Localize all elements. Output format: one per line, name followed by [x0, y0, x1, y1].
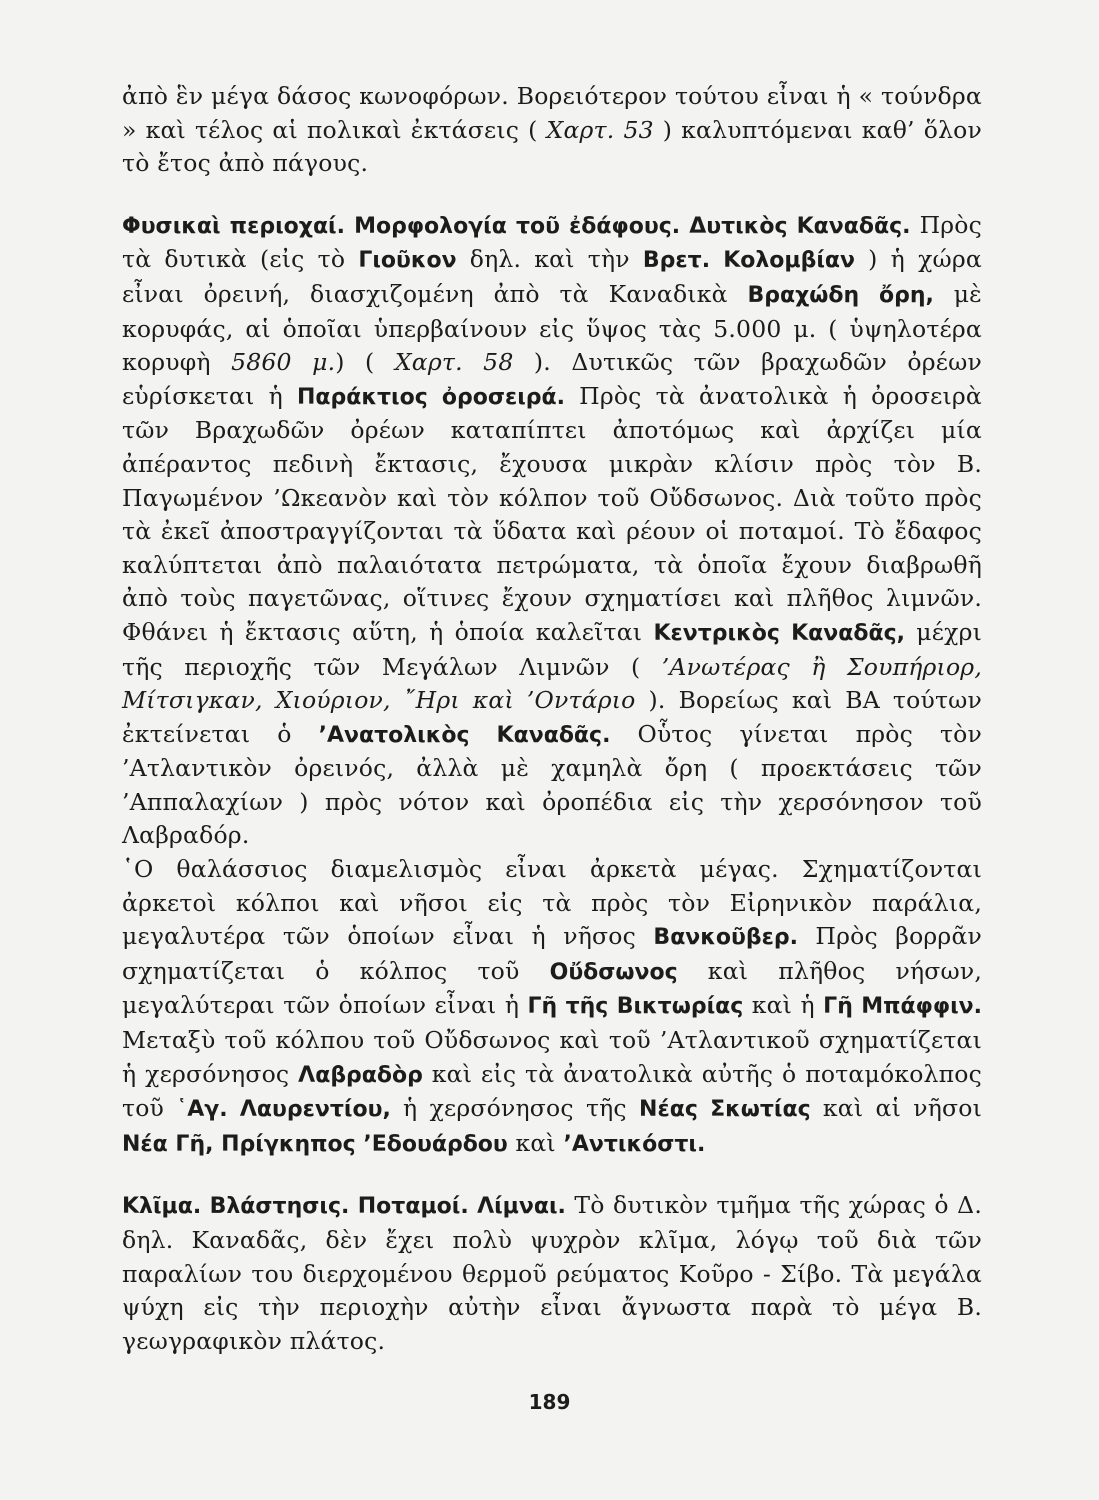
text-segment: Νέα Γῆ, Πρίγκηπος ’Εδουάρδου	[122, 1131, 508, 1157]
text-segment: μέχρι τῆς περιοχῆς τῶν Μεγάλων Λιμνῶν (	[122, 617, 982, 681]
page-text	[122, 80, 982, 1358]
text-segment: Πρὸς τὰ ἀνατολικὰ ἡ ὀροσειρὰ τῶν Βραχωδῶν ὀρέων καταπίπτει ἀποτόμως καὶ ἀρχίζει μία ἀπέραντος πεδινὴ ἔκτασις, ἔχουσα μικρὰν κλίσιν πρὸς τὸν Β. Παγωμένον ’Ωκεανὸν καὶ τὸν κόλπον τοῦ Οὔδσωνος. Διὰ τοῦτο πρὸς τὰ ἐκεῖ ἀποστραγγίζονται τὰ ὕδατα καὶ ρέουν οἱ ποταμοί. Τὸ ἔδαφος καλύπτεται ἀπὸ παλαιότατα πετρώματα, τὰ ὁποῖα ἔχουν διαβρωθῆ ἀπὸ τοὺς παγετῶνας, οἵτινες ἔχουν σχηματίσει καὶ πλῆθος λιμνῶν. Φθάνει ἡ ἔκτασις αὕτη, ἡ ὁποία καλεῖται	[122, 381, 982, 646]
paragraph-coastline	[122, 853, 982, 1161]
text-segment: Γιοῦκον	[358, 248, 457, 274]
text-segment: ) καλυπτόμεναι καθ’ ὅλον τὸ ἔτος ἀπὸ πάγους.	[122, 115, 983, 178]
text-segment: ’Αντικόστι.	[563, 1131, 706, 1157]
text-segment: Κεντρικὸς Καναδᾶς,	[653, 620, 906, 646]
text-segment: Χαρτ. 58	[394, 348, 514, 377]
text-segment: καὶ ἡ	[743, 991, 824, 1020]
text-segment: ’Ανωτέρας ἢ Σουπήριορ, Μίτσιγκαν, Χιούριον, ῎Ηρι καὶ ’Οντάριο	[122, 652, 982, 715]
text-segment: Πρὸς τὰ δυτικὰ (εἰς τὸ	[122, 210, 983, 274]
text-segment: καὶ εἰς τὰ ἀνατολικὰ αὐτῆς ὁ ποταμόκολπος τοῦ	[122, 1059, 982, 1123]
paragraph-intro	[122, 80, 982, 181]
text-segment: Οὗτος γίνεται πρὸς τὸν ’Ατλαντικὸν ὀρεινός, ἀλλὰ μὲ χαμηλὰ ὄρη ( προεκτάσεις τῶν ’Αππαλαχίων ) πρὸς νότον καὶ ὀροπέδια εἰς τὴν χερσόνησον τοῦ Λαβραδόρ.	[122, 719, 983, 850]
text-segment: Νέας Σκωτίας	[639, 1097, 811, 1123]
text-segment: ’Ανατολικὸς Καναδᾶς.	[318, 722, 611, 748]
text-segment: μὲ κορυφάς, αἱ ὁποῖαι ὑπερβαίνουν εἰς ὕψος τὰς 5.000 μ. ( ὑψηλοτέρα κορυφὴ	[122, 279, 982, 377]
text-segment: ῾Αγ. Λαυρεντίου,	[176, 1097, 391, 1123]
text-segment: Γῆ τῆς Βικτωρίας	[527, 994, 744, 1020]
text-segment: 5860 μ.	[231, 348, 336, 377]
text-segment: Παράκτιος ὀροσειρά.	[296, 384, 566, 410]
text-segment: Βανκοῦβερ.	[653, 925, 798, 951]
text-segment: ἡ χερσόνησος τῆς	[390, 1094, 640, 1123]
text-segment: Βραχώδη ὄρη,	[747, 282, 934, 308]
page-number: 189	[528, 1390, 571, 1414]
text-segment: δηλ. καὶ τὴν	[456, 245, 643, 274]
text-segment: ἀπὸ ἓν μέγα δάσος κωνοφόρων. Βορειότερον τούτου εἶναι ἡ « τούνδρα » καὶ τέλος αἱ πολικαὶ ἐκτάσεις (	[122, 82, 982, 144]
text-segment: Φυσικαὶ περιοχαί. Μορφολογία τοῦ ἐδάφους. Δυτικὸς Καναδᾶς.	[122, 213, 911, 239]
text-segment: ) ἡ χώρα εἶναι ὀρεινή, διασχιζομένη ἀπὸ τὰ Καναδικὰ	[122, 245, 982, 308]
text-segment: ). Δυτικῶς τῶν βραχωδῶν ὀρέων εὑρίσκεται ἡ	[122, 348, 983, 410]
text-segment: Μεταξὺ τοῦ κόλπου τοῦ Οὔδσωνος καὶ τοῦ ’Ατλαντικοῦ σχηματίζεται ἡ χερσόνησος	[122, 1026, 982, 1088]
text-segment: Χαρτ. 53	[546, 115, 654, 144]
text-segment: Λαβραδὸρ	[298, 1062, 423, 1088]
text-segment: Γῆ Μπάφφιν.	[823, 994, 982, 1020]
text-segment: ) (	[335, 348, 395, 377]
paragraph-physical-regions	[122, 209, 982, 853]
paragraph-climate	[122, 1189, 982, 1358]
text-segment: Πρὸς βορρᾶν σχηματίζεται ὁ κόλπος τοῦ	[122, 922, 983, 985]
text-segment: Οὔδσωνος	[549, 959, 678, 985]
text-segment: Κλῖμα. Βλάστησις. Ποταμοί. Λίμναι.	[122, 1194, 566, 1220]
text-segment: Τὸ δυτικὸν τμῆμα τῆς χώρας ὁ Δ. δηλ. Καναδᾶς, δὲν ἔχει πολὺ ψυχρὸν κλῖμα, λόγῳ τοῦ διὰ τῶν παραλίων του διερχομένου θερμοῦ ρεύματος Κοῦρο - Σίβο. Τὰ μεγάλα ψύχη εἰς τὴν περιοχὴν αὐτὴν εἶναι ἄγνωστα παρὰ τὸ μέγα Β. γεωγραφικὸν πλάτος.	[122, 1191, 983, 1355]
text-segment: Βρετ. Κολομβίαν	[642, 248, 856, 274]
text-segment: ). Βορείως καὶ ΒΑ τούτων ἐκτείνεται ὁ	[122, 686, 982, 748]
text-segment: καὶ	[507, 1128, 564, 1157]
text-segment: καὶ αἱ νῆσοι	[810, 1094, 982, 1123]
text-segment: καὶ πλῆθος νήσων, μεγαλύτεραι τῶν ὁποίων εἶναι ἡ	[122, 956, 982, 1020]
text-segment: ῾Ο θαλάσσιος διαμελισμὸς εἶναι ἀρκετὰ μέγας. Σχηματίζονται ἀρκετοὶ κόλποι καὶ νῆσοι εἰς τὰ πρὸς τὸν Εἰρηνικὸν παράλια, μεγαλυτέρα τῶν ὁποίων εἶναι ἡ νῆσος	[122, 855, 982, 951]
